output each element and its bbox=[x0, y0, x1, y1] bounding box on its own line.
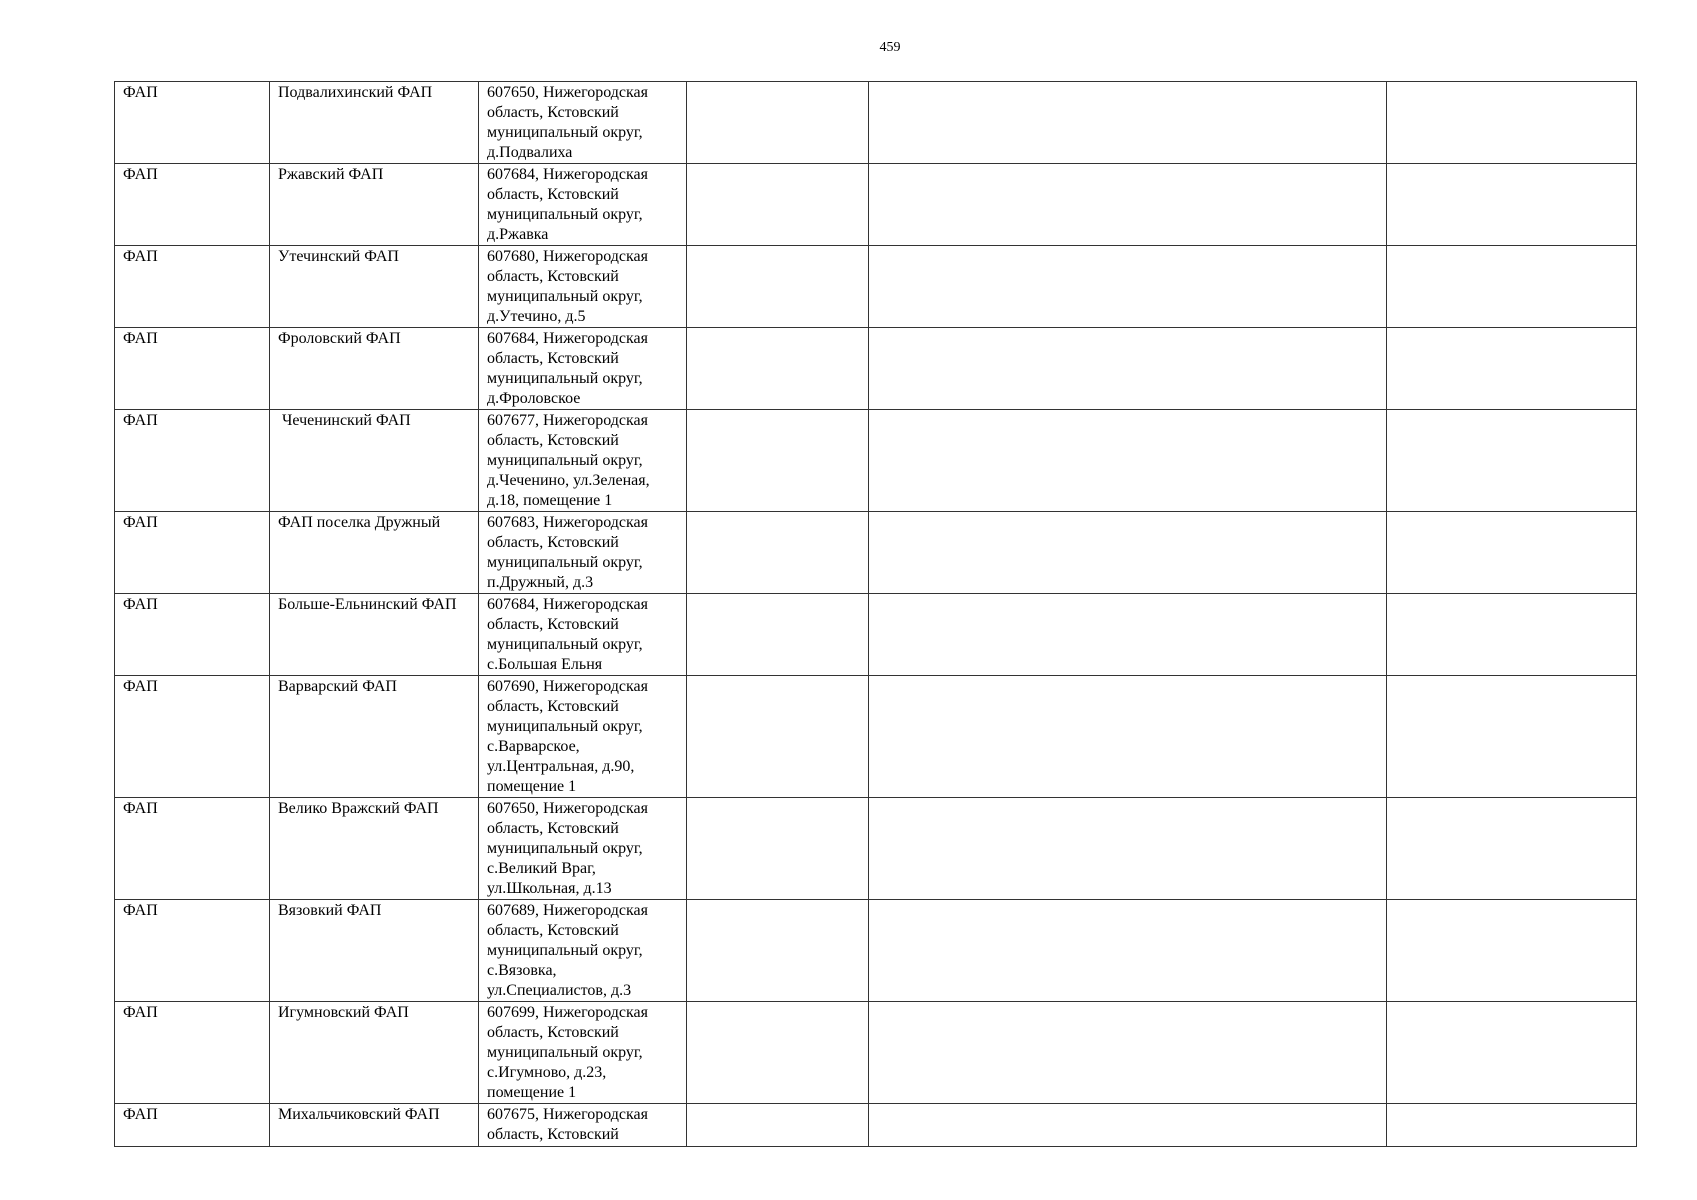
facility-address-cell bbox=[479, 594, 687, 676]
empty-cell bbox=[1387, 410, 1637, 512]
empty-cell bbox=[1387, 512, 1637, 594]
address-line: 607650, Нижегородская bbox=[487, 84, 648, 101]
empty-cell bbox=[869, 798, 1387, 900]
facility-name-cell: Игумновский ФАП bbox=[270, 1002, 479, 1104]
empty-cell bbox=[869, 900, 1387, 1002]
facility-address-cell bbox=[479, 1104, 687, 1147]
facility-type-cell: ФАП bbox=[115, 328, 270, 410]
address-line: д.Подвалиха bbox=[487, 144, 573, 161]
address-line: с.Великий Враг, bbox=[487, 860, 596, 877]
address-line: муниципальный округ, bbox=[487, 718, 643, 735]
address-line: д.18, помещение 1 bbox=[487, 492, 613, 509]
address-line: область, Кстовский bbox=[487, 820, 619, 837]
facility-type-cell: ФАП bbox=[115, 164, 270, 246]
empty-cell bbox=[869, 676, 1387, 798]
facilities-table bbox=[114, 81, 1637, 1147]
empty-cell bbox=[1387, 82, 1637, 164]
address-line: ул.Школьная, д.13 bbox=[487, 880, 612, 897]
empty-cell bbox=[869, 164, 1387, 246]
empty-cell bbox=[687, 164, 869, 246]
table-row bbox=[115, 82, 1637, 164]
empty-cell bbox=[869, 410, 1387, 512]
address-line: 607675, Нижегородская bbox=[487, 1106, 648, 1123]
address-line: область, Кстовский bbox=[487, 1024, 619, 1041]
facility-type-cell: ФАП bbox=[115, 1104, 270, 1147]
table-row bbox=[115, 1002, 1637, 1104]
address-line: муниципальный округ, bbox=[487, 206, 643, 223]
address-line: помещение 1 bbox=[487, 1084, 577, 1101]
empty-cell bbox=[687, 246, 869, 328]
address-line: д.Ржавка bbox=[487, 226, 549, 243]
empty-cell bbox=[869, 512, 1387, 594]
address-line: 607684, Нижегородская bbox=[487, 330, 648, 347]
facility-name-cell: Подвалихинский ФАП bbox=[270, 82, 479, 164]
address-line: д.Чеченино, ул.Зеленая, bbox=[487, 472, 650, 489]
empty-cell bbox=[687, 82, 869, 164]
address-line: 607650, Нижегородская bbox=[487, 800, 648, 817]
table-row bbox=[115, 798, 1637, 900]
empty-cell bbox=[687, 900, 869, 1002]
facility-name-cell: Михальчиковский ФАП bbox=[270, 1104, 479, 1147]
facility-type-cell: ФАП bbox=[115, 246, 270, 328]
empty-cell bbox=[1387, 164, 1637, 246]
table-row bbox=[115, 900, 1637, 1002]
address-line: область, Кстовский bbox=[487, 616, 619, 633]
address-line: п.Дружный, д.3 bbox=[487, 574, 594, 591]
facility-address-cell bbox=[479, 798, 687, 900]
empty-cell bbox=[869, 594, 1387, 676]
address-line: 607689, Нижегородская bbox=[487, 902, 648, 919]
facility-type-cell: ФАП bbox=[115, 900, 270, 1002]
facility-address-cell bbox=[479, 246, 687, 328]
empty-cell bbox=[869, 1002, 1387, 1104]
address-line: область, Кстовский bbox=[487, 104, 619, 121]
facility-type-cell: ФАП bbox=[115, 82, 270, 164]
facility-type-cell: ФАП bbox=[115, 410, 270, 512]
facility-address-cell bbox=[479, 328, 687, 410]
table-body bbox=[115, 82, 1637, 1147]
table-row bbox=[115, 512, 1637, 594]
address-line: д.Фроловское bbox=[487, 390, 581, 407]
table-row bbox=[115, 328, 1637, 410]
address-line: муниципальный округ, bbox=[487, 452, 643, 469]
address-line: с.Вязовка, bbox=[487, 962, 557, 979]
empty-cell bbox=[869, 82, 1387, 164]
address-line: 607690, Нижегородская bbox=[487, 678, 648, 695]
table-row bbox=[115, 676, 1637, 798]
address-line: область, Кстовский bbox=[487, 922, 619, 939]
facility-type-cell: ФАП bbox=[115, 676, 270, 798]
address-line: муниципальный округ, bbox=[487, 942, 643, 959]
empty-cell bbox=[687, 1002, 869, 1104]
address-line: 607699, Нижегородская bbox=[487, 1004, 648, 1021]
address-line: д.Утечино, д.5 bbox=[487, 308, 586, 325]
table-row bbox=[115, 1104, 1637, 1147]
address-line: область, Кстовский bbox=[487, 350, 619, 367]
address-line: муниципальный округ, bbox=[487, 370, 643, 387]
facility-name-cell: Варварский ФАП bbox=[270, 676, 479, 798]
empty-cell bbox=[687, 798, 869, 900]
address-line: муниципальный округ, bbox=[487, 636, 643, 653]
page-number: 459 bbox=[879, 40, 901, 55]
facility-type-cell: ФАП bbox=[115, 798, 270, 900]
address-line: муниципальный округ, bbox=[487, 288, 643, 305]
facility-name-cell: Фроловский ФАП bbox=[270, 328, 479, 410]
facility-type-cell: ФАП bbox=[115, 594, 270, 676]
address-line: область, Кстовский bbox=[487, 698, 619, 715]
empty-cell bbox=[1387, 328, 1637, 410]
empty-cell bbox=[869, 246, 1387, 328]
empty-cell bbox=[1387, 900, 1637, 1002]
empty-cell bbox=[1387, 594, 1637, 676]
table-row bbox=[115, 164, 1637, 246]
facility-name-cell: Утечинский ФАП bbox=[270, 246, 479, 328]
facility-address-cell bbox=[479, 676, 687, 798]
empty-cell bbox=[687, 1104, 869, 1147]
address-line: ул.Центральная, д.90, bbox=[487, 758, 635, 775]
address-line: с.Игумново, д.23, bbox=[487, 1064, 607, 1081]
table-row bbox=[115, 246, 1637, 328]
facility-address-cell bbox=[479, 164, 687, 246]
address-line: муниципальный округ, bbox=[487, 554, 643, 571]
address-line: область, Кстовский bbox=[487, 1126, 619, 1143]
empty-cell bbox=[1387, 1104, 1637, 1147]
facility-name-cell: Велико Вражский ФАП bbox=[270, 798, 479, 900]
facility-address-cell bbox=[479, 512, 687, 594]
facility-name-cell: Ржавский ФАП bbox=[270, 164, 479, 246]
facility-address-cell bbox=[479, 82, 687, 164]
empty-cell bbox=[1387, 1002, 1637, 1104]
empty-cell bbox=[687, 410, 869, 512]
address-line: 607683, Нижегородская bbox=[487, 514, 648, 531]
facility-name-cell: Вязовкий ФАП bbox=[270, 900, 479, 1002]
facility-name-cell: ФАП поселка Дружный bbox=[270, 512, 479, 594]
facility-address-cell bbox=[479, 1002, 687, 1104]
address-line: помещение 1 bbox=[487, 778, 577, 795]
address-line: с.Большая Ельня bbox=[487, 656, 603, 673]
address-line: область, Кстовский bbox=[487, 268, 619, 285]
address-line: область, Кстовский bbox=[487, 534, 619, 551]
empty-cell bbox=[869, 1104, 1387, 1147]
address-line: ул.Специалистов, д.3 bbox=[487, 982, 632, 999]
table-row bbox=[115, 594, 1637, 676]
empty-cell bbox=[1387, 676, 1637, 798]
address-line: область, Кстовский bbox=[487, 432, 619, 449]
table-row bbox=[115, 410, 1637, 512]
address-line: 607677, Нижегородская bbox=[487, 412, 648, 429]
facility-address-cell bbox=[479, 900, 687, 1002]
facility-address-cell bbox=[479, 410, 687, 512]
address-line: с.Варварское, bbox=[487, 738, 580, 755]
facility-name-cell: Чеченинский ФАП bbox=[270, 410, 479, 512]
address-line: муниципальный округ, bbox=[487, 840, 643, 857]
facility-type-cell: ФАП bbox=[115, 1002, 270, 1104]
facility-type-cell: ФАП bbox=[115, 512, 270, 594]
address-line: муниципальный округ, bbox=[487, 1044, 643, 1061]
address-line: 607684, Нижегородская bbox=[487, 166, 648, 183]
address-line: муниципальный округ, bbox=[487, 124, 643, 141]
address-line: 607684, Нижегородская bbox=[487, 596, 648, 613]
address-line: 607680, Нижегородская bbox=[487, 248, 648, 265]
address-line: область, Кстовский bbox=[487, 186, 619, 203]
empty-cell bbox=[687, 594, 869, 676]
empty-cell bbox=[687, 676, 869, 798]
empty-cell bbox=[687, 512, 869, 594]
empty-cell bbox=[1387, 246, 1637, 328]
empty-cell bbox=[869, 328, 1387, 410]
empty-cell bbox=[687, 328, 869, 410]
facility-name-cell: Больше-Ельнинский ФАП bbox=[270, 594, 479, 676]
empty-cell bbox=[1387, 798, 1637, 900]
